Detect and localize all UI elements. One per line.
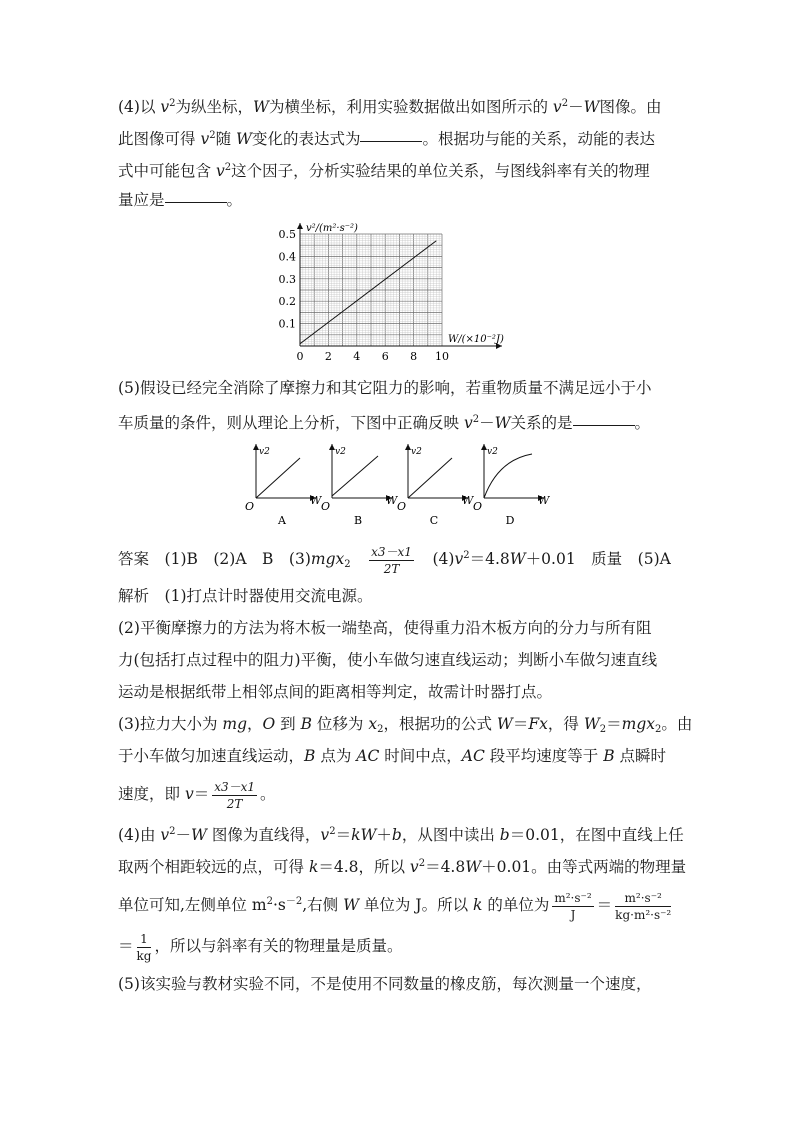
x-axis-label: W/(×10⁻²J) [448, 334, 504, 345]
answer-line: 答案 (1)B (2)A B (3)mgx$_2$ $\frac{x3-x1}{2T}$ $(4)v^2=4.8W+0.01$ 质量 (5)A [118, 544, 671, 576]
q4-line-3: 式中可能包含 $v^2$这个因子，分析实验结果的单位关系，与图线斜率有关的物理 [118, 162, 650, 180]
y-tick-label: 0.5 [278, 228, 296, 241]
y-axis-label: v2 [487, 447, 498, 457]
y-axis-label: v2 [335, 447, 346, 457]
analysis-5-line-1: (5)该实验与教材实验不同，不是使用不同数量的橡皮筋，每次测量一个速度， [118, 975, 652, 993]
x-tick-label: 6 [381, 350, 389, 363]
analysis-2-line-2: 力(包括打点过程中的阻力)平衡，使小车做匀速直线运动；判断小车做匀速直线 [118, 651, 658, 669]
option-graph-c [397, 444, 475, 527]
analysis-3-line-2: 于小车做匀加速直线运动，B 点为 AC 时间中点，AC 段平均速度等于 B 点瞬时 [118, 747, 667, 765]
analysis-4-line-4: ＝ $\frac{1}{kg}$ ，所以与斜率有关的物理量是质量。 [118, 931, 403, 963]
velocity-fraction: $\frac{x3-x1}{2T}$ [214, 779, 256, 811]
answer-blank[interactable] [360, 140, 422, 142]
analysis-3-line-3: 速度，即 v＝ $\frac{x3-x1}{2T}$ 。 [118, 779, 276, 811]
option-letter: C [429, 514, 439, 527]
analysis-3-line-1: (3)拉力大小为 mg，O 到 B 位移为 $x_2$，根据功的公式 W＝Fx，得 $W_2=mgx_2$。由 [118, 715, 693, 735]
origin-label: O [473, 500, 483, 513]
answer-blank[interactable] [165, 201, 227, 203]
question-5 [118, 372, 678, 436]
q4-line-1: (4)以 $v^2$为纵坐标，W为横坐标，利用实验数据做出如图所示的 $v^2-W$图像。由 [118, 98, 662, 116]
analysis-4-line-3: 单位可知,左侧单位 $m^2\cdot s^{-2}$,右侧 W 单位为 J。所以 k 的单位为 $\frac{\text{m²·s⁻²}}{J}$ ＝ $\frac{\text{m²·s⁻²}}{\text{kg·m²·s⁻²}}$ [118, 890, 672, 922]
q5-line-2: 车质量的条件，则从理论上分析，下图中正确反映 $v^2-W$关系的是 。 [118, 414, 651, 432]
option-letter: D [505, 514, 515, 527]
analysis-4-line-1: (4)由 $v^2-W$ 图像为直线得，$v^2=kW+b$，从图中读出 b＝0.01，在图中直线上任 [118, 826, 684, 844]
y-tick-label: 0.2 [278, 295, 296, 309]
option-letter: A [278, 514, 286, 527]
q4-line-4: 量应是 。 [118, 191, 243, 209]
x-axis-label: W [462, 494, 474, 507]
option-letter: B [353, 514, 363, 527]
answer-block [118, 540, 678, 576]
analysis-heading: 解析 [118, 587, 150, 605]
v2-w-chart [270, 220, 520, 370]
x-axis-label: W [386, 494, 398, 507]
x-axis-label: W [538, 494, 550, 507]
unit-fraction-2: $\frac{\text{m²·s⁻²}}{\text{kg·m²·s⁻²}}$ [615, 890, 672, 922]
y-axis-label: v2 [411, 447, 422, 457]
x-axis-label: W [310, 494, 322, 507]
option-graph-b [321, 444, 399, 527]
y-tick-label: 0.3 [278, 272, 296, 286]
option-curve [332, 456, 378, 496]
analysis-4-line-2: 取两个相距较远的点，可得 k＝4.8，所以 $v^2=4.8W+0.01$。由等式两端的物理量 [118, 858, 687, 876]
q4-line-2: 此图像可得 $v^2$随 W变化的表达式为 。根据功与能的关系，动能的表达 [118, 130, 655, 148]
answer-heading: 答案 [118, 550, 150, 568]
y-tick-label: 0.4 [278, 250, 296, 264]
unit-fraction-1: $\frac{\text{m²·s⁻²}}{J}$ [554, 890, 592, 922]
origin-label: O [397, 500, 407, 513]
origin-label: O [321, 500, 331, 513]
option-graph-d [473, 444, 551, 527]
q5-line-1: (5)假设已经完全消除了摩擦力和其它阻力的影响，若重物质量不满足远小于小 [118, 379, 652, 397]
option-graphs [240, 440, 560, 532]
option-curve [484, 454, 532, 498]
option-curve [256, 458, 300, 498]
answer-fraction: $\frac{x3-x1}{2T}$ [371, 544, 412, 576]
origin-label: O [245, 500, 255, 513]
y-axis-arrow [297, 223, 303, 229]
x-tick-label: 10 [435, 350, 449, 363]
analysis-block [118, 580, 693, 1000]
question-4 [118, 88, 678, 216]
analysis-2-line-3: 运动是根据纸带上相邻点间的距离相等判定，故需计时器打点。 [118, 683, 553, 701]
option-curve [408, 458, 452, 498]
answer-blank[interactable] [573, 424, 635, 426]
x-tick-label: 2 [324, 350, 332, 363]
y-axis-label: v²/(m²·s⁻²) [306, 223, 358, 234]
y-tick-label: 0.1 [278, 317, 296, 331]
analysis-2-line-1: (2)平衡摩擦力的方法为将木板一端垫高，使得重力沿木板方向的分力与所有阻 [118, 619, 652, 637]
x-tick-label: 8 [410, 350, 418, 363]
analysis-1: 解析 (1)打点计时器使用交流电源。 [118, 587, 373, 605]
option-graph-a [245, 444, 323, 527]
unit-fraction-3: $\frac{1}{kg}$ [136, 931, 152, 963]
x-tick-label: 4 [353, 350, 361, 363]
x-tick-label: 0 [296, 350, 304, 363]
y-axis-label: v2 [259, 447, 270, 457]
